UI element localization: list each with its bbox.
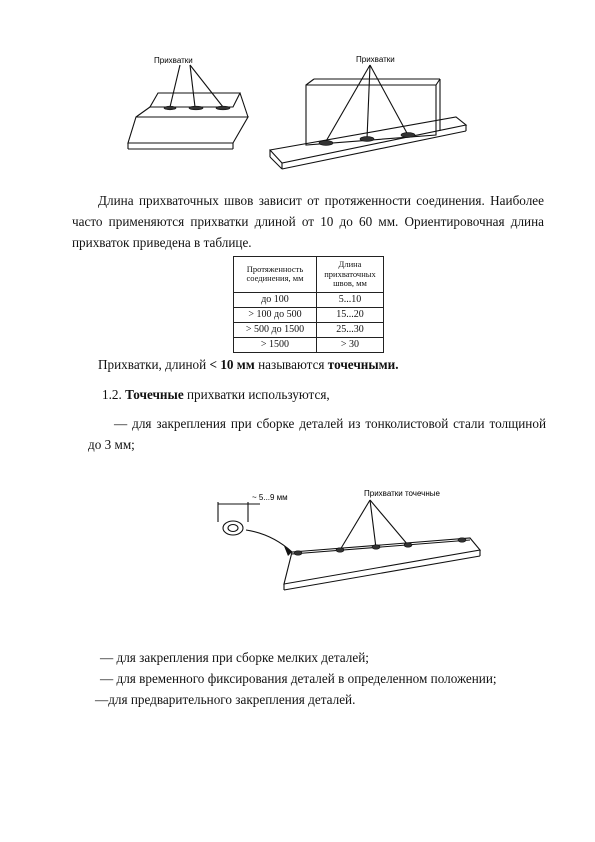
table-row xyxy=(234,307,384,322)
left-tack-label: Прихватки xyxy=(154,56,193,65)
paragraph-tack-length: Длина прихваточных швов зависит от протяженности соединения. Наиболее часто применяются прихватки длиной от 10 до 60 мм. Ориентировочная длина прихваток приведена в таблице. xyxy=(72,193,544,250)
table-cell: > 100 до 500 xyxy=(234,307,317,322)
section-heading xyxy=(102,384,330,405)
list-item-thin-sheet: — для закрепления при сборке деталей из тонколистовой стали толщиной до 3 мм; xyxy=(88,416,546,452)
table-cell: > 500 до 1500 xyxy=(234,322,317,337)
text-span: называются xyxy=(254,357,328,372)
table-cell: 15...20 xyxy=(317,307,384,322)
tack-weld-figure xyxy=(120,45,480,185)
table-cell: > 30 xyxy=(317,337,384,352)
spot-tack-label: Прихватки точечные xyxy=(364,489,440,498)
table-row xyxy=(234,322,384,337)
table-cell: > 1500 xyxy=(234,337,317,352)
right-tack-label: Прихватки xyxy=(356,55,395,64)
tack-length-table xyxy=(233,256,384,353)
list-item-small-parts: — для закрепления при сборке мелких деталей; xyxy=(100,650,369,665)
table-cell: 5...10 xyxy=(317,292,384,307)
table-row xyxy=(234,337,384,352)
text-span: Прихватки, длиной xyxy=(98,357,210,372)
list-item-preliminary-fix: —для предварительного закрепления деталей. xyxy=(95,692,356,707)
spot-tack-figure xyxy=(200,480,500,610)
bold-span: < 10 мм xyxy=(209,357,255,372)
bold-span: Точечные xyxy=(125,387,184,402)
point-tack-definition xyxy=(98,354,399,375)
dimension-label: ~ 5...9 мм xyxy=(252,493,288,502)
list-item-temporary-fix: — для временного фиксирования деталей в определенном положении; xyxy=(100,671,497,686)
table-header-row xyxy=(234,257,384,293)
table-cell: 25...30 xyxy=(317,322,384,337)
table-row xyxy=(234,292,384,307)
bold-span: точечными. xyxy=(327,357,399,372)
table-cell: до 100 xyxy=(234,292,317,307)
text-span: прихватки используются, xyxy=(183,387,330,402)
table-header-cell: Длина прихваточных швов, мм xyxy=(317,257,384,293)
section-number: 1.2. xyxy=(102,387,126,402)
table-header-cell: Протяженность соединения, мм xyxy=(234,257,317,293)
